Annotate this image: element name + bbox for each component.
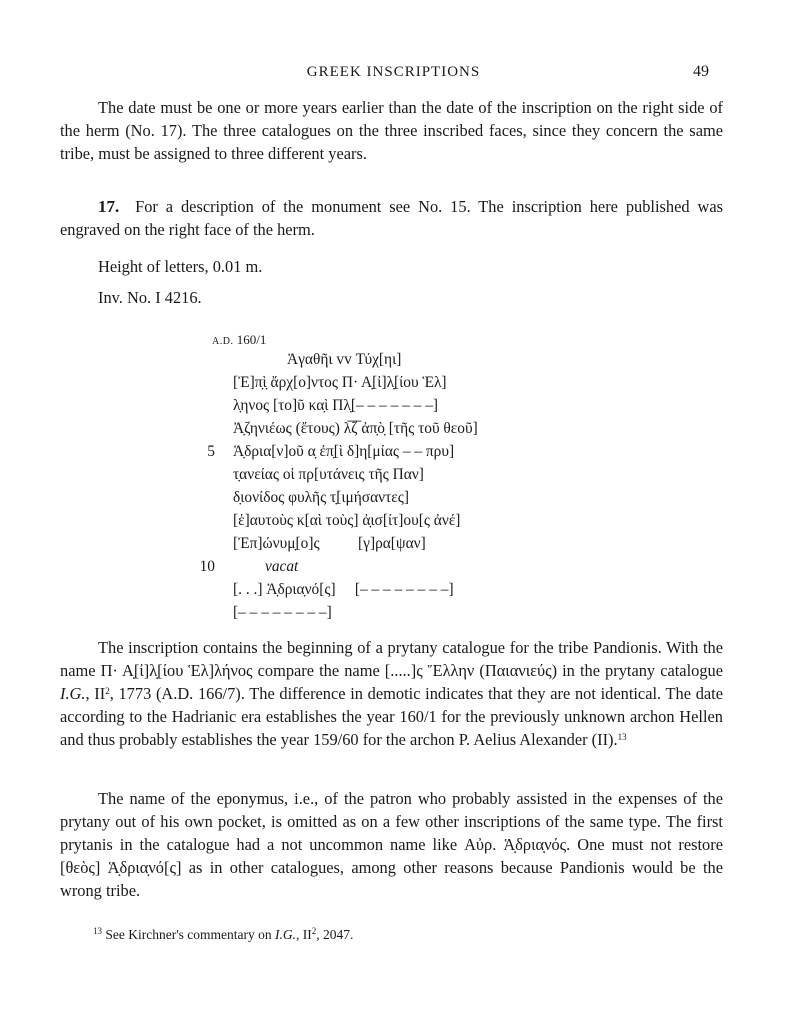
commentary-1-reference: I.G. — [60, 684, 86, 703]
intro-paragraph: The date must be one or more years earlier than the date of the inscription on the right side of the herm (No. 17). The three catalogues on the three inscribed faces, since they concern the same tribe, must be assigned to three different years. — [60, 98, 723, 163]
footnote-reference: 13 — [617, 732, 627, 742]
footnote-text-after: , 2047. — [316, 927, 354, 942]
footnote-superscript: 2 — [311, 926, 317, 936]
inscription-date — [212, 332, 266, 348]
line-text: [Ἐ]π̣ὶ̣ ἄρχ[ο]ντος Π· Α̣[ἰ]λ̣[ίου Ἑλ] — [233, 374, 447, 391]
commentary-paragraph-2: The name of the eponymus, i.e., of the patron who probably assisted in the expenses of the prytany out of his own pocket, is omitted as on a few other inscriptions of the same type. The first prytanis in the catalogue had a not uncommon name like Αὐρ. Ἁ̣δρια̣νός. One must not restore [θεὸς] Ἁ̣δρια̣νό[ς] as in other catalogues, among other reasons because Pandionis would be the wrong tribe. — [60, 789, 723, 900]
entry-number: 17. — [98, 197, 120, 216]
line-text: Ἀ̣ζηνιέως (ἔτους) λ̅ζ̅ ἀπ̣ὸ̣ [τῆς τοῦ θεοῦ] — [233, 420, 478, 437]
line-text: Ἀγαθῆι vv Τύχ[ηι] — [287, 351, 402, 368]
running-head — [0, 62, 787, 84]
entry-paragraph — [60, 195, 723, 241]
footnote-marker: 13 — [93, 926, 102, 936]
entry-text: For a description of the monument see No. 15. The inscription here published was engraved on the right face of the herm. — [60, 197, 723, 239]
line-text: vacat — [265, 558, 299, 575]
line-number: 5 — [207, 443, 215, 460]
line-text: [. . .] Ἁ̣δρια̣νό[ς] [– – – – – – – –] — [233, 581, 454, 598]
line-text: λ̣ηνος [το]ῦ κα̣ὶ Πλ̣[– – – – – – –] — [233, 397, 439, 414]
line-text: [Ἐπ]ώνυμ̣[ο]ς [γ]ρα[ψαν] — [233, 535, 426, 552]
date-prefix: A.D. — [212, 336, 234, 347]
page-number: 49 — [693, 63, 709, 80]
commentary-1-text-c: , 1773 (A.D. 166/7). The difference in demotic indicates that they are not identical. The date according to the Hadrianic era establishes the year 160/1 for the previously unknown archon Hellen and thus probably establishes the year 159/60 for the archon P. Aelius Alexander (II). — [60, 684, 723, 749]
commentary-1-superscript: 2 — [105, 686, 110, 696]
footnote-text-before: See Kirchner's commentary on — [105, 927, 276, 942]
commentary-1-text-a: The inscription contains the beginning of a prytany catalogue for the tribe Pandionis. With the name Π· Α̣[ἰ]λ̣[ίου Ἑλ]λήνος compare the name [.....]ς Ἕλλην (Παιανιεύς) in the prytany catalogue — [60, 638, 723, 680]
date-value: 160/1 — [236, 332, 267, 347]
footnote — [93, 927, 353, 943]
commentary-1-text-b: , II — [85, 684, 106, 703]
commentary-paragraph-1 — [60, 636, 723, 751]
height-of-letters: Height of letters, 0.01 m. — [98, 257, 263, 276]
line-text: δ̣ιονίδος φυλῆς τ̣[ιμήσαντες] — [233, 489, 409, 506]
footnote-reference: I.G. — [275, 927, 297, 942]
running-head-title: GREEK INSCRIPTIONS — [306, 64, 481, 80]
line-text: τ̣ανείας οἱ πρ[υτάνεις τῆς Παν] — [233, 466, 424, 483]
line-number: 10 — [199, 558, 215, 575]
line-text: [ἑ]αυτοὺς κ[αὶ τοὺς] ἀ̣ισ[ίτ]ου[ς ἀνέ] — [233, 512, 461, 529]
line-text: [– – – – – – – –] — [233, 604, 332, 621]
inventory-number: Inv. No. I 4216. — [98, 288, 202, 307]
line-text: Ἁ̣δρια[ν]οῦ α̣ ἐπ̣[ὶ δ]η[μίας – – πρυ] — [233, 443, 455, 460]
footnote-text-mid: , II — [296, 927, 312, 942]
